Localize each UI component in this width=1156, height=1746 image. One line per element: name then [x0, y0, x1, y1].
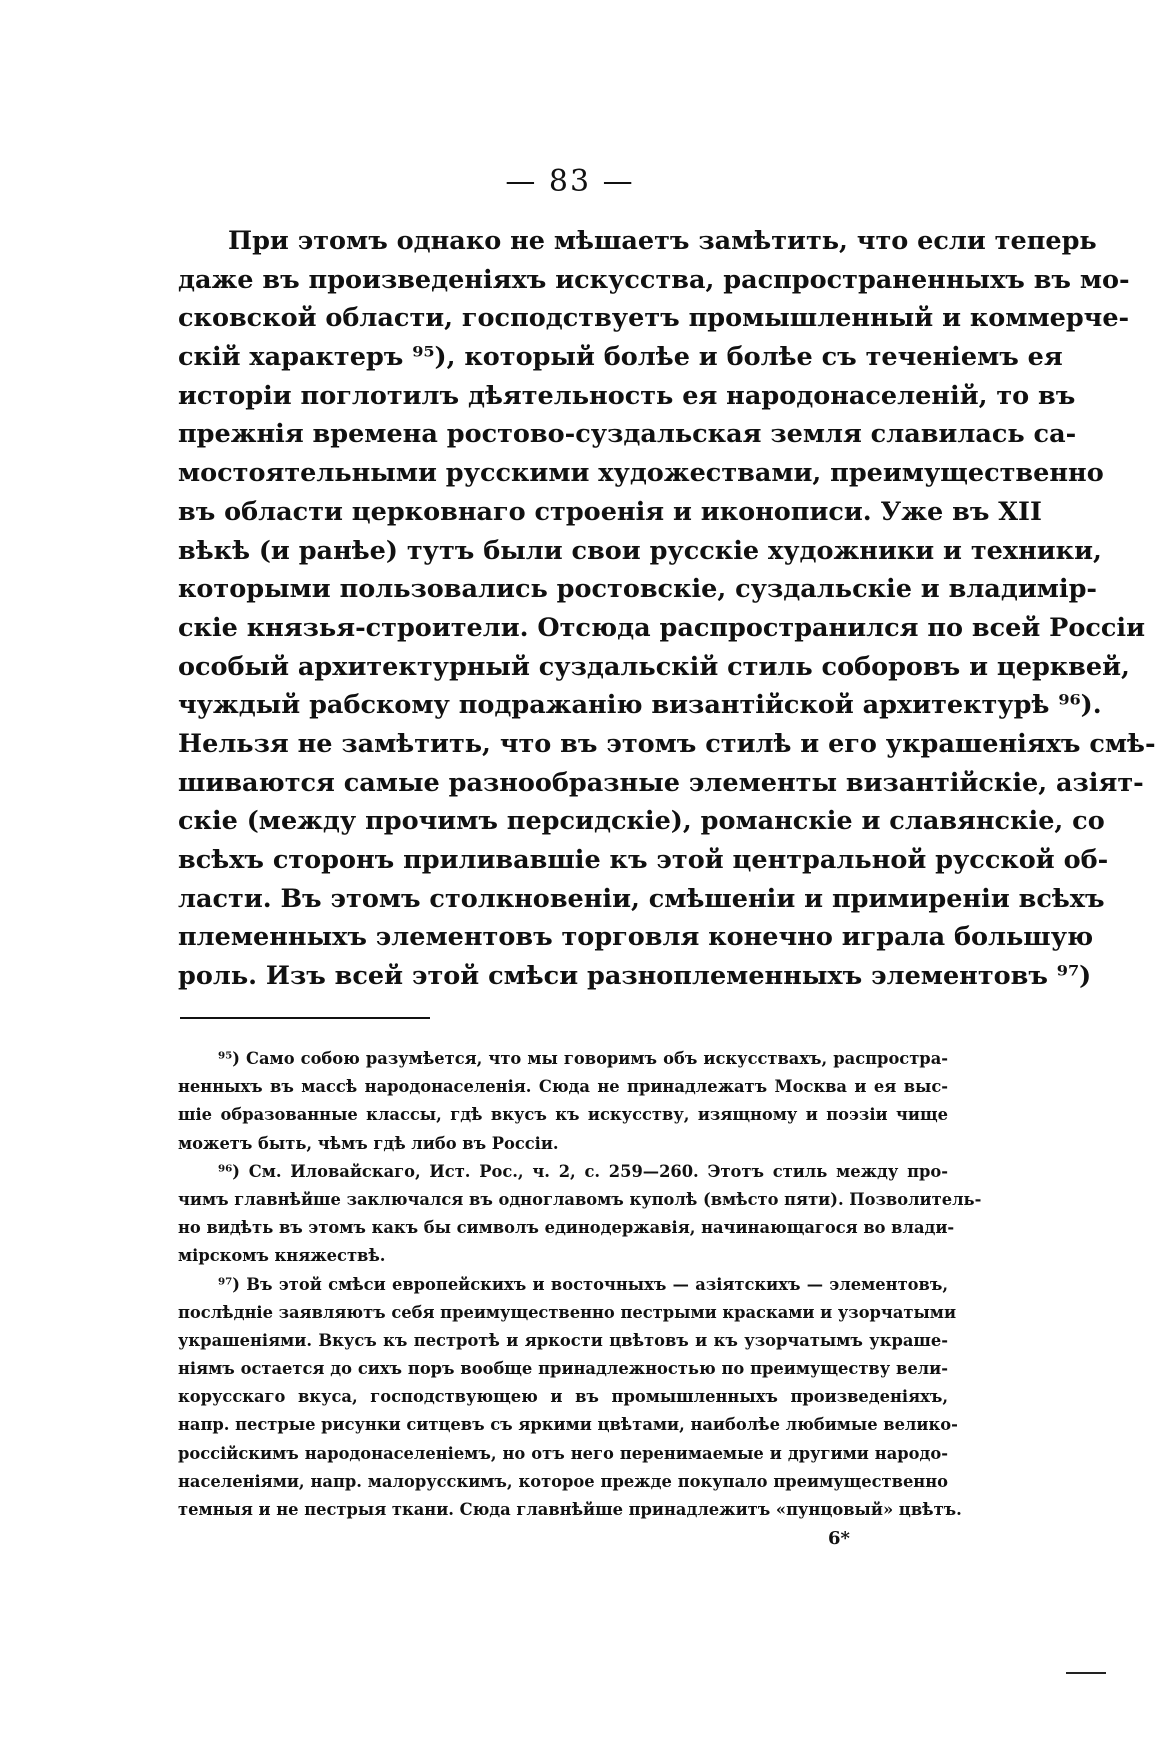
text-line: которыми пользовались ростовскіе, суздальскіе и владимір- — [178, 574, 1097, 605]
footnote-line: населеніями, напр. малорусскимъ, которое прежде покупало преимущественно — [178, 1471, 948, 1491]
text-line: роль. Изъ всей этой смѣси разноплеменныхъ элементовъ ⁹⁷) — [178, 961, 1092, 992]
footnote-line: напр. пестрые рисунки ситцевъ съ яркими цвѣтами, наиболѣе любимые велико- — [178, 1415, 958, 1435]
text-line: При этомъ однако не мѣшаетъ замѣтить, что если теперь — [228, 226, 1097, 256]
footnote-line: ⁹⁶) См. Иловайскаго, Ист. Рос., ч. 2, с. 259—260. Этотъ стиль между про- — [218, 1161, 948, 1181]
text-line: скій характеръ ⁹⁵), который болѣе и болѣе съ теченіемъ ея — [178, 342, 1063, 373]
edge-mark — [1066, 1672, 1106, 1674]
footnote-line: корусскаго вкуса, господствующею и въ промышленныхъ произведеніяхъ, — [178, 1387, 948, 1407]
text-line: сковской области, господствуетъ промышленный и коммерче- — [178, 303, 1130, 334]
footnote-line: россійскимъ народонаселеніемъ, но отъ него перенимаемые и другими народо- — [178, 1443, 948, 1463]
footnote-line: ⁹⁷) Въ этой смѣси европейскихъ и восточныхъ — азіятскихъ — элементовъ, — [218, 1274, 948, 1294]
footnote-line: ненныхъ въ массѣ народонаселенія. Сюда не принадлежатъ Москва и ея выс- — [178, 1077, 948, 1097]
text-line: шиваются самые разнообразные элементы византійскіе, азіят- — [178, 767, 1144, 798]
text-line: скіе князья-строители. Отсюда распространился по всей Россіи — [178, 612, 1145, 643]
text-line: чуждый рабскому подражанію византійской архитектурѣ ⁹⁶). — [178, 690, 1102, 721]
text-line: особый архитектурный суздальскій стиль соборовъ и церквей, — [178, 651, 1130, 682]
text-line: прежнія времена ростово-суздальская земля славилась са- — [178, 419, 1077, 450]
footnote-line: можетъ быть, чѣмъ гдѣ либо въ Россіи. — [178, 1133, 559, 1153]
footnote-line: но видѣть въ этомъ какъ бы символъ единодержавія, начинающагося во влади- — [178, 1218, 955, 1238]
text-line: даже въ произведеніяхъ искусства, распространенныхъ въ мо- — [178, 264, 1130, 295]
footnote-line: шіе образованные классы, гдѣ вкусъ къ искусству, изящному и поэзіи чище — [178, 1105, 948, 1125]
text-line: мостоятельными русскими художествами, преимущественно — [178, 458, 1104, 489]
signature-mark: 6* — [828, 1528, 850, 1549]
footnote-line: украшеніями. Вкусъ къ пестротѣ и яркости цвѣтовъ и къ узорчатымъ украше- — [178, 1330, 948, 1350]
footnote-line: чимъ главнѣйше заключался въ одноглавомъ куполѣ (вмѣсто пяти). Позволитель- — [178, 1189, 982, 1209]
text-line: вѣкѣ (и ранѣе) тутъ были свои русскіе художники и техники, — [178, 535, 1102, 566]
footnotes — [178, 1045, 982, 1524]
text-line: Нельзя не замѣтить, что въ этомъ стилѣ и его украшеніяхъ смѣ- — [178, 728, 1156, 759]
footnote-line: мірскомъ княжествѣ. — [178, 1246, 386, 1266]
text-line: исторіи поглотилъ дѣятельность ея народонаселеній, то въ — [178, 380, 1076, 411]
footnote-separator — [180, 1017, 430, 1019]
footnote-line: послѣдніе заявляютъ себя преимущественно пестрыми красками и узорчатыми — [178, 1302, 957, 1322]
main-text — [178, 222, 1156, 996]
footnote-line: ⁹⁵) Само собою разумѣется, что мы говоримъ объ искусствахъ, распростра- — [218, 1049, 948, 1068]
page-number: — 83 — — [505, 164, 635, 199]
text-line: въ области церковнаго строенія и иконописи. Уже въ XII — [178, 496, 1042, 527]
text-line: племенныхъ элементовъ торговля конечно играла большую — [178, 922, 1094, 953]
footnote-line: темныя и не пестрыя ткани. Сюда главнѣйше принадлежитъ «пунцовый» цвѣтъ. — [178, 1500, 962, 1519]
text-line: скіе (между прочимъ персидскіе), романскіе и славянскіе, со — [178, 806, 1105, 837]
footnote-line: ніямъ остается до сихъ поръ вообще принадлежностью по преимуществу вели- — [178, 1359, 948, 1379]
text-line: всѣхъ сторонъ приливавшіе къ этой центральной русской об- — [178, 845, 1109, 875]
text-line: ласти. Въ этомъ столкновеніи, смѣшеніи и примиреніи всѣхъ — [178, 883, 1105, 914]
